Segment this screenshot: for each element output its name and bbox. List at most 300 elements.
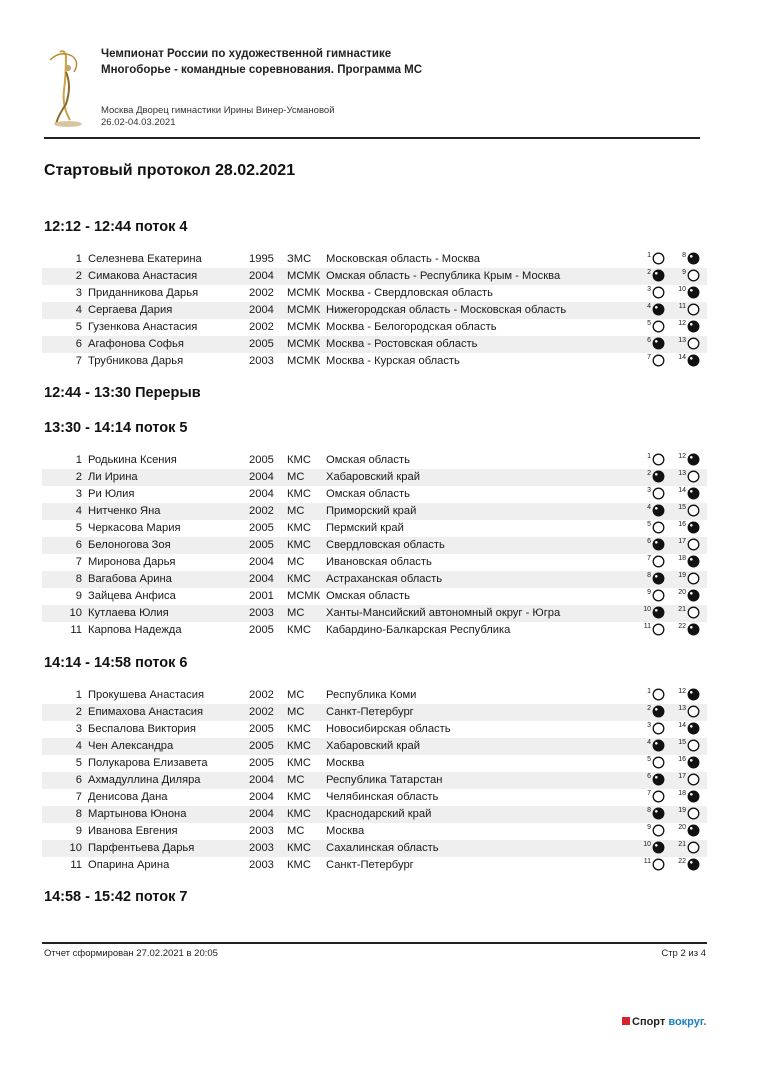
start-number: 11 — [70, 624, 82, 636]
table-row — [42, 353, 707, 370]
sport-rank: КМС — [287, 573, 311, 585]
athlete-name: Ли Ирина — [88, 471, 138, 483]
start-number: 4 — [75, 505, 82, 517]
birth-year: 2001 — [249, 590, 274, 602]
athlete-name: Ахмадуллина Диляра — [88, 774, 201, 786]
empty-circle-icon — [687, 739, 700, 752]
birth-year: 2005 — [249, 624, 274, 636]
birth-year: 2003 — [249, 825, 274, 837]
gymnast-logo — [44, 46, 90, 128]
rotation-marker — [673, 487, 700, 501]
rotation-marker — [673, 269, 700, 283]
filled-circle-icon — [687, 320, 700, 333]
athlete-name: Селезнева Екатерина — [88, 253, 202, 265]
rotation-marker — [638, 858, 665, 872]
table-row — [42, 268, 707, 285]
empty-circle-icon — [652, 623, 665, 636]
rotation-marker — [673, 453, 700, 467]
rotation-marker — [638, 470, 665, 484]
rotation-number: 7 — [647, 354, 651, 361]
header-divider — [44, 137, 700, 139]
filled-circle-icon — [652, 470, 665, 483]
table-row — [42, 452, 707, 469]
region: Москва - Курская область — [326, 355, 460, 367]
rotation-marker — [638, 841, 665, 855]
filled-circle-icon — [687, 521, 700, 534]
rotation-number: 3 — [647, 487, 651, 494]
athlete-name: Приданникова Дарья — [88, 287, 199, 299]
sport-rank: МС — [287, 689, 305, 701]
filled-circle-icon — [687, 790, 700, 803]
athlete-name: Белоногова Зоя — [88, 539, 171, 551]
rotation-marker — [673, 589, 700, 603]
rotation-number: 5 — [647, 521, 651, 528]
block-title-6: 14:14 - 14:58 поток 6 — [44, 655, 188, 671]
rotation-marker — [638, 337, 665, 351]
birth-year: 2004 — [249, 270, 274, 282]
table-row — [42, 704, 707, 721]
brand-part-1: Спорт — [632, 1016, 666, 1028]
rotation-marker — [673, 337, 700, 351]
start-number: 6 — [75, 539, 82, 551]
sport-rank: КМС — [287, 539, 311, 551]
athlete-name: Полукарова Елизавета — [88, 757, 208, 769]
sport-rank: МСМК — [287, 270, 321, 282]
break-title: 12:44 - 13:30 Перерыв — [44, 385, 201, 401]
table-row — [42, 336, 707, 353]
birth-year: 2004 — [249, 808, 274, 820]
rotation-number: 12 — [678, 320, 686, 327]
table-row — [42, 687, 707, 704]
start-number: 8 — [75, 573, 82, 585]
rotation-number: 13 — [678, 337, 686, 344]
empty-circle-icon — [652, 790, 665, 803]
sport-rank: МСМК — [287, 287, 321, 299]
rotation-number: 4 — [647, 303, 651, 310]
start-number: 1 — [75, 689, 82, 701]
table-row — [42, 251, 707, 268]
start-number: 4 — [75, 304, 82, 316]
start-number: 2 — [75, 471, 82, 483]
rotation-number: 1 — [647, 252, 651, 259]
rotation-number: 6 — [647, 337, 651, 344]
empty-circle-icon — [652, 688, 665, 701]
birth-year: 2004 — [249, 573, 274, 585]
region: Нижегородская область - Московская область — [326, 304, 567, 316]
sport-rank: МС — [287, 505, 305, 517]
start-number: 5 — [75, 522, 82, 534]
athlete-name: Родькина Ксения — [88, 454, 177, 466]
empty-circle-icon — [687, 841, 700, 854]
protocol-title: Стартовый протокол 28.02.2021 — [44, 162, 296, 179]
rotation-number: 9 — [647, 589, 651, 596]
rotation-marker — [638, 790, 665, 804]
region: Сахалинская область — [326, 842, 439, 854]
rotation-number: 13 — [678, 470, 686, 477]
sport-rank: КМС — [287, 624, 311, 636]
rotation-marker — [638, 572, 665, 586]
rotation-number: 19 — [678, 807, 686, 814]
sport-rank: ЗМС — [287, 253, 312, 265]
athlete-name: Карпова Надежда — [88, 624, 182, 636]
birth-year: 2004 — [249, 488, 274, 500]
region: Пермский край — [326, 522, 404, 534]
rotation-marker — [638, 623, 665, 637]
athlete-name: Епимахова Анастасия — [88, 706, 204, 718]
birth-year: 1995 — [249, 253, 274, 265]
table-row — [42, 789, 707, 806]
filled-circle-icon — [652, 739, 665, 752]
sport-rank: МС — [287, 774, 305, 786]
region: Кабардино-Балкарская Республика — [326, 624, 511, 636]
empty-circle-icon — [652, 252, 665, 265]
rotation-number: 3 — [647, 286, 651, 293]
filled-circle-icon — [687, 453, 700, 466]
empty-circle-icon — [687, 606, 700, 619]
rotation-marker — [638, 705, 665, 719]
rotation-number: 7 — [647, 790, 651, 797]
rotation-marker — [638, 286, 665, 300]
filled-circle-icon — [687, 555, 700, 568]
block-title-5: 13:30 - 14:14 поток 5 — [44, 420, 188, 436]
rotation-marker — [638, 824, 665, 838]
empty-circle-icon — [687, 807, 700, 820]
table-row — [42, 302, 707, 319]
rotation-marker — [638, 487, 665, 501]
rotation-number: 19 — [678, 572, 686, 579]
start-number: 3 — [75, 287, 82, 299]
filled-circle-icon — [687, 623, 700, 636]
birth-year: 2005 — [249, 740, 274, 752]
table-row — [42, 840, 707, 857]
sport-rank: МСМК — [287, 304, 321, 316]
birth-year: 2004 — [249, 774, 274, 786]
athlete-name: Опарина Арина — [88, 859, 170, 871]
rotation-number: 6 — [647, 538, 651, 545]
rotation-marker — [638, 303, 665, 317]
rotation-marker — [638, 521, 665, 535]
sport-rank: КМС — [287, 454, 311, 466]
birth-year: 2005 — [249, 539, 274, 551]
filled-circle-icon — [687, 354, 700, 367]
birth-year: 2002 — [249, 505, 274, 517]
filled-circle-icon — [652, 269, 665, 282]
empty-circle-icon — [687, 303, 700, 316]
athlete-name: Черкасова Мария — [88, 522, 181, 534]
start-number: 8 — [75, 808, 82, 820]
rotation-marker — [638, 354, 665, 368]
sport-rank: МСМК — [287, 321, 321, 333]
filled-circle-icon — [652, 841, 665, 854]
sport-rank: МС — [287, 607, 305, 619]
rotation-number: 5 — [647, 756, 651, 763]
start-number: 1 — [75, 454, 82, 466]
rotation-number: 11 — [643, 858, 651, 865]
rotation-number: 16 — [678, 521, 686, 528]
table-row — [42, 755, 707, 772]
table-row — [42, 588, 707, 605]
rotation-marker — [673, 555, 700, 569]
start-number: 9 — [75, 590, 82, 602]
region: Ивановская область — [326, 556, 432, 568]
rotation-number: 18 — [678, 790, 686, 797]
filled-circle-icon — [652, 773, 665, 786]
region: Хабаровский край — [326, 471, 421, 483]
region: Краснодарский край — [326, 808, 432, 820]
rotation-marker — [638, 722, 665, 736]
athlete-name: Нитченко Яна — [88, 505, 161, 517]
rotation-number: 17 — [678, 538, 686, 545]
rotation-marker — [673, 303, 700, 317]
rotation-marker — [638, 320, 665, 334]
birth-year: 2005 — [249, 757, 274, 769]
rotation-number: 6 — [647, 773, 651, 780]
rotation-number: 14 — [678, 354, 686, 361]
filled-circle-icon — [687, 286, 700, 299]
table-row — [42, 554, 707, 571]
rotation-number: 4 — [647, 504, 651, 511]
table-row — [42, 486, 707, 503]
competition-title — [101, 46, 422, 78]
region: Санкт-Петербург — [326, 706, 414, 718]
filled-circle-icon — [687, 487, 700, 500]
rotation-marker — [673, 773, 700, 787]
start-number: 5 — [75, 757, 82, 769]
birth-year: 2002 — [249, 706, 274, 718]
table-row — [42, 738, 707, 755]
rotation-number: 2 — [647, 470, 651, 477]
filled-circle-icon — [652, 705, 665, 718]
athlete-name: Агафонова Софья — [88, 338, 184, 350]
region: Москва - Белогородская область — [326, 321, 497, 333]
filled-circle-icon — [652, 538, 665, 551]
birth-year: 2004 — [249, 791, 274, 803]
birth-year: 2005 — [249, 723, 274, 735]
birth-year: 2003 — [249, 607, 274, 619]
filled-circle-icon — [652, 337, 665, 350]
filled-circle-icon — [687, 252, 700, 265]
start-number: 2 — [75, 270, 82, 282]
filled-circle-icon — [687, 589, 700, 602]
rotation-number: 17 — [678, 773, 686, 780]
filled-circle-icon — [652, 572, 665, 585]
sport-rank: КМС — [287, 757, 311, 769]
region: Челябинская область — [326, 791, 439, 803]
athlete-name: Трубникова Дарья — [88, 355, 184, 367]
rotation-number: 10 — [678, 286, 686, 293]
filled-circle-icon — [687, 756, 700, 769]
rotation-marker — [673, 841, 700, 855]
block-title-4: 12:12 - 12:44 поток 4 — [44, 219, 188, 235]
birth-year: 2002 — [249, 321, 274, 333]
rotation-number: 14 — [678, 487, 686, 494]
rotation-number: 15 — [678, 504, 686, 511]
sport-rank: МСМК — [287, 355, 321, 367]
brand-icon — [622, 1017, 630, 1025]
rotation-marker — [638, 807, 665, 821]
rotation-number: 21 — [678, 606, 686, 613]
sport-rank: КМС — [287, 791, 311, 803]
athlete-name: Прокушева Анастасия — [88, 689, 205, 701]
filled-circle-icon — [687, 722, 700, 735]
rotation-number: 11 — [678, 303, 686, 310]
birth-year: 2002 — [249, 287, 274, 299]
region: Санкт-Петербург — [326, 859, 414, 871]
rotation-number: 13 — [678, 705, 686, 712]
rotation-marker — [638, 453, 665, 467]
athlete-name: Чен Александра — [88, 740, 174, 752]
rotation-marker — [673, 858, 700, 872]
table-row — [42, 520, 707, 537]
start-number: 7 — [75, 355, 82, 367]
rotation-marker — [638, 589, 665, 603]
table-row — [42, 772, 707, 789]
region: Омская область - Республика Крым - Москва — [326, 270, 561, 282]
empty-circle-icon — [687, 337, 700, 350]
sport-rank: КМС — [287, 808, 311, 820]
table-row — [42, 285, 707, 302]
rotation-marker — [673, 739, 700, 753]
empty-circle-icon — [687, 504, 700, 517]
empty-circle-icon — [652, 589, 665, 602]
sport-rank: МСМК — [287, 338, 321, 350]
start-number: 7 — [75, 791, 82, 803]
table-row — [42, 857, 707, 874]
region: Омская область — [326, 454, 410, 466]
rotation-marker — [638, 504, 665, 518]
empty-circle-icon — [687, 705, 700, 718]
rotation-marker — [673, 572, 700, 586]
empty-circle-icon — [687, 773, 700, 786]
athlete-name: Зайцева Анфиса — [88, 590, 176, 602]
filled-circle-icon — [687, 824, 700, 837]
empty-circle-icon — [687, 572, 700, 585]
birth-year: 2003 — [249, 859, 274, 871]
rotation-marker — [638, 756, 665, 770]
page-number: Стр 2 из 4 — [661, 948, 706, 959]
filled-circle-icon — [652, 504, 665, 517]
rotation-number: 10 — [643, 841, 651, 848]
rotation-number: 22 — [678, 858, 686, 865]
rotation-number: 20 — [678, 589, 686, 596]
dates: 26.02-04.03.2021 — [101, 117, 176, 128]
table-row — [42, 721, 707, 738]
rotation-number: 16 — [678, 756, 686, 763]
title-line-2: Многоборье - командные соревнования. Программа МС — [101, 64, 423, 76]
sport-rank: КМС — [287, 842, 311, 854]
sport-rank: МС — [287, 706, 305, 718]
birth-year: 2002 — [249, 689, 274, 701]
region: Москва - Свердловская область — [326, 287, 493, 299]
rotation-marker — [673, 623, 700, 637]
birth-year: 2003 — [249, 842, 274, 854]
rotation-number: 1 — [647, 688, 651, 695]
athlete-name: Симакова Анастасия — [88, 270, 198, 282]
rotation-number: 10 — [643, 606, 651, 613]
venue: Москва Дворец гимнастики Ирины Винер-Усмановой — [101, 105, 335, 116]
table-row — [42, 571, 707, 588]
athlete-name: Миронова Дарья — [88, 556, 176, 568]
rotation-number: 8 — [647, 572, 651, 579]
rotation-marker — [673, 688, 700, 702]
sport-rank: КМС — [287, 859, 311, 871]
rotation-marker — [673, 354, 700, 368]
birth-year: 2004 — [249, 304, 274, 316]
brand-part-2: вокруг. — [668, 1016, 707, 1028]
rotation-number: 15 — [678, 739, 686, 746]
birth-year: 2005 — [249, 522, 274, 534]
rotation-number: 1 — [647, 453, 651, 460]
table-row — [42, 319, 707, 336]
empty-circle-icon — [652, 824, 665, 837]
empty-circle-icon — [687, 538, 700, 551]
start-number: 5 — [75, 321, 82, 333]
empty-circle-icon — [652, 354, 665, 367]
rotation-marker — [638, 538, 665, 552]
rotation-marker — [673, 606, 700, 620]
table-row — [42, 622, 707, 639]
rotation-number: 20 — [678, 824, 686, 831]
rotation-marker — [673, 807, 700, 821]
report-generated: Отчет сформирован 27.02.2021 в 20:05 — [44, 948, 218, 959]
start-number: 9 — [75, 825, 82, 837]
rotation-marker — [638, 269, 665, 283]
sport-rank: КМС — [287, 488, 311, 500]
sport-rank: МС — [287, 825, 305, 837]
start-number: 7 — [75, 556, 82, 568]
rotation-number: 9 — [647, 824, 651, 831]
rotation-marker — [673, 252, 700, 266]
sport-rank: КМС — [287, 723, 311, 735]
rotation-number: 2 — [647, 269, 651, 276]
rotation-number: 21 — [678, 841, 686, 848]
athlete-name: Кутлаева Юлия — [88, 607, 169, 619]
region: Московская область - Москва — [326, 253, 481, 265]
start-number: 3 — [75, 488, 82, 500]
birth-year: 2005 — [249, 454, 274, 466]
empty-circle-icon — [652, 453, 665, 466]
rotation-number: 7 — [647, 555, 651, 562]
empty-circle-icon — [687, 269, 700, 282]
athlete-name: Вагабова Арина — [88, 573, 172, 585]
rotation-marker — [673, 705, 700, 719]
filled-circle-icon — [687, 858, 700, 871]
birth-year: 2003 — [249, 355, 274, 367]
rotation-number: 12 — [678, 453, 686, 460]
birth-year: 2004 — [249, 471, 274, 483]
start-number: 4 — [75, 740, 82, 752]
birth-year: 2004 — [249, 556, 274, 568]
rotation-number: 11 — [643, 623, 651, 630]
sport-rank: КМС — [287, 522, 311, 534]
empty-circle-icon — [687, 470, 700, 483]
filled-circle-icon — [652, 807, 665, 820]
rotation-marker — [673, 722, 700, 736]
rotation-number: 12 — [678, 688, 686, 695]
rotation-number: 5 — [647, 320, 651, 327]
athlete-name: Сергаева Дария — [88, 304, 173, 316]
rotation-marker — [673, 286, 700, 300]
sport-rank: МС — [287, 471, 305, 483]
rotation-marker — [673, 504, 700, 518]
sport-rank: МСМК — [287, 590, 321, 602]
region: Москва — [326, 825, 365, 837]
start-number: 2 — [75, 706, 82, 718]
empty-circle-icon — [652, 858, 665, 871]
rotation-number: 3 — [647, 722, 651, 729]
rotation-marker — [638, 555, 665, 569]
start-number: 10 — [69, 842, 82, 854]
